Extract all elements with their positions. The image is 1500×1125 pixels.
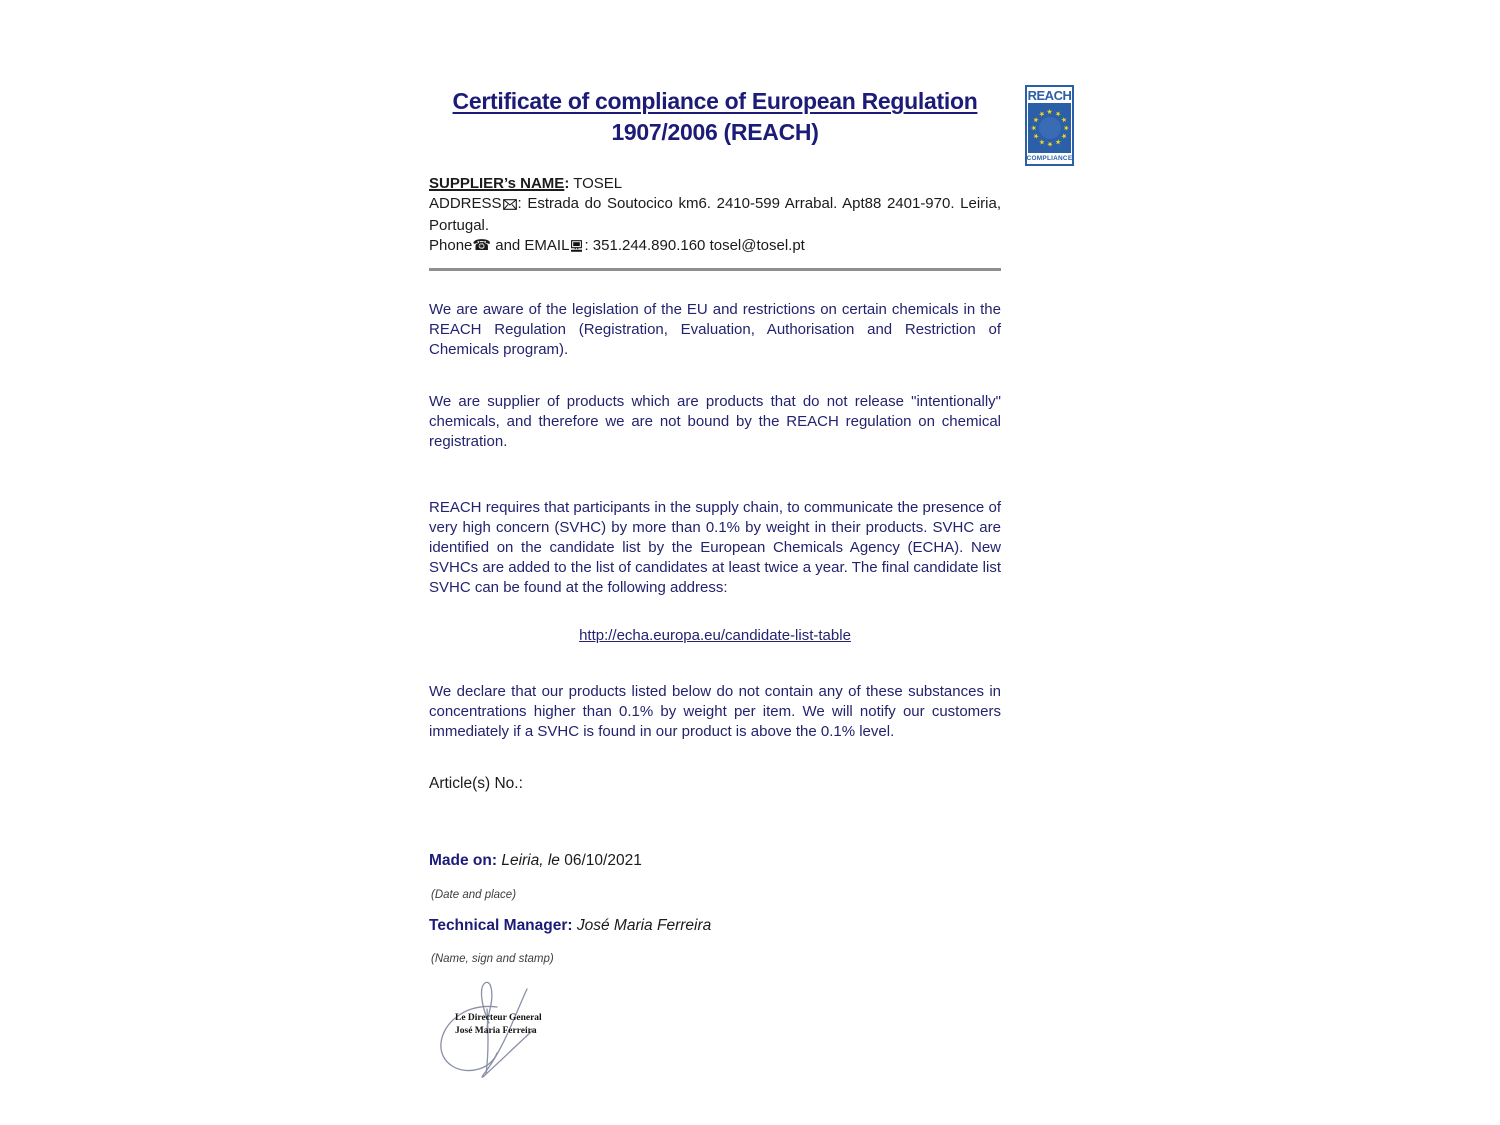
name-sign-stamp-hint: (Name, sign and stamp)	[431, 953, 554, 965]
reach-compliance-logo	[1025, 85, 1074, 166]
supplier-block	[429, 174, 1001, 258]
eu-star-icon: ★	[1058, 131, 1068, 141]
compliance-logo-text: COMPLIANCE	[1026, 155, 1073, 162]
section-divider	[429, 268, 1001, 271]
technical-manager-name: José Maria Ferreira	[572, 916, 712, 934]
made-on-place: Leiria, le	[497, 852, 565, 869]
articles-line: Article(s) No.:	[429, 775, 523, 792]
paragraph-awareness: We are aware of the legislation of the EU and restrictions on certain chemicals in the REACH Regulation (Registration, Evaluation, Authorisation and Restriction of Chemicals program).	[429, 301, 1001, 358]
contact-value: : 351.244.890.160 tosel@tosel.pt	[584, 237, 805, 254]
date-place-hint: (Date and place)	[431, 888, 517, 901]
page-title	[429, 86, 1001, 148]
phone-icon: ☎	[472, 237, 492, 254]
candidate-list-link[interactable]: http://echa.europa.eu/candidate-list-table	[579, 627, 851, 644]
eu-star-icon: ★	[1052, 109, 1062, 120]
supplier-name-value: TOSEL	[569, 175, 623, 192]
technical-manager-label: Technical Manager:	[429, 916, 573, 934]
address-label: ADDRESS	[429, 195, 502, 212]
signature-block	[429, 975, 1001, 1095]
made-on-date: 06/10/2021	[564, 852, 642, 869]
address-value: : Estrada do Soutocico km6. 2410-599 Arrabal. Apt88 2401-970. Leiria, Portugal.	[429, 195, 1001, 234]
candidate-list-link-row	[429, 626, 1001, 646]
technical-manager-line	[429, 916, 1001, 936]
eu-star-icon: ★	[1061, 124, 1069, 132]
phone-email-line	[429, 236, 1001, 258]
made-on-line	[429, 851, 1001, 871]
title-line-1: Certificate of compliance of European Regulation	[452, 88, 978, 114]
reach-logo-text: REACH	[1027, 87, 1072, 103]
supplier-name-line	[429, 174, 1001, 194]
and-email-label: and EMAIL	[491, 237, 570, 254]
eu-star-icon: ★	[1046, 140, 1053, 147]
eu-flag	[1028, 103, 1071, 153]
stamp-line-2: José Maria Ferreira	[455, 1026, 537, 1036]
made-on-label: Made on:	[429, 852, 498, 869]
paragraph-svhc-requirements: REACH requires that participants in the supply chain, to communicate the presence of very high concern (SVHC) by more than 0.1% by weight in their products. SVHC are identified on the candidate list by the European Chemicals Agency (ECHA). New SVHCs are added to the list of candidates at least twice a year. The final candidate list SVHC can be found at the following address:	[429, 499, 1001, 596]
eu-star-icon: ★	[1031, 115, 1041, 125]
paragraph-declaration: We declare that our products listed below do not contain any of these substances in concentrations higher than 0.1% by weight per item. We will notify our customers immediately if a SVHC is found in our product is above the 0.1% level.	[429, 683, 1001, 740]
eu-star-icon: ★	[1030, 124, 1038, 132]
eu-star-icon: ★	[1058, 115, 1068, 125]
phone-label: Phone	[429, 237, 473, 254]
eu-star-icon: ★	[1046, 109, 1053, 116]
eu-star-icon: ★	[1037, 109, 1047, 120]
title-line-2: 1907/2006 (REACH)	[611, 119, 819, 145]
document-body	[429, 0, 1001, 1095]
eu-star-icon: ★	[1052, 136, 1062, 147]
stamp-line-1: Le Directeur General	[455, 1013, 542, 1023]
stamp-text	[455, 1012, 542, 1038]
eu-star-icon: ★	[1037, 136, 1047, 147]
supplier-name-colon: :	[564, 175, 570, 192]
envelope-icon	[503, 196, 517, 216]
computer-icon	[570, 238, 583, 258]
supplier-name-label: SUPPLIER’s NAME	[429, 175, 565, 192]
paragraph-supplier-statement: We are supplier of products which are products that do not release "intentionally" chemicals, and therefore we are not bound by the REACH regulation on chemical registration.	[429, 393, 1001, 450]
address-line	[429, 194, 1001, 236]
eu-star-icon: ★	[1031, 131, 1041, 141]
